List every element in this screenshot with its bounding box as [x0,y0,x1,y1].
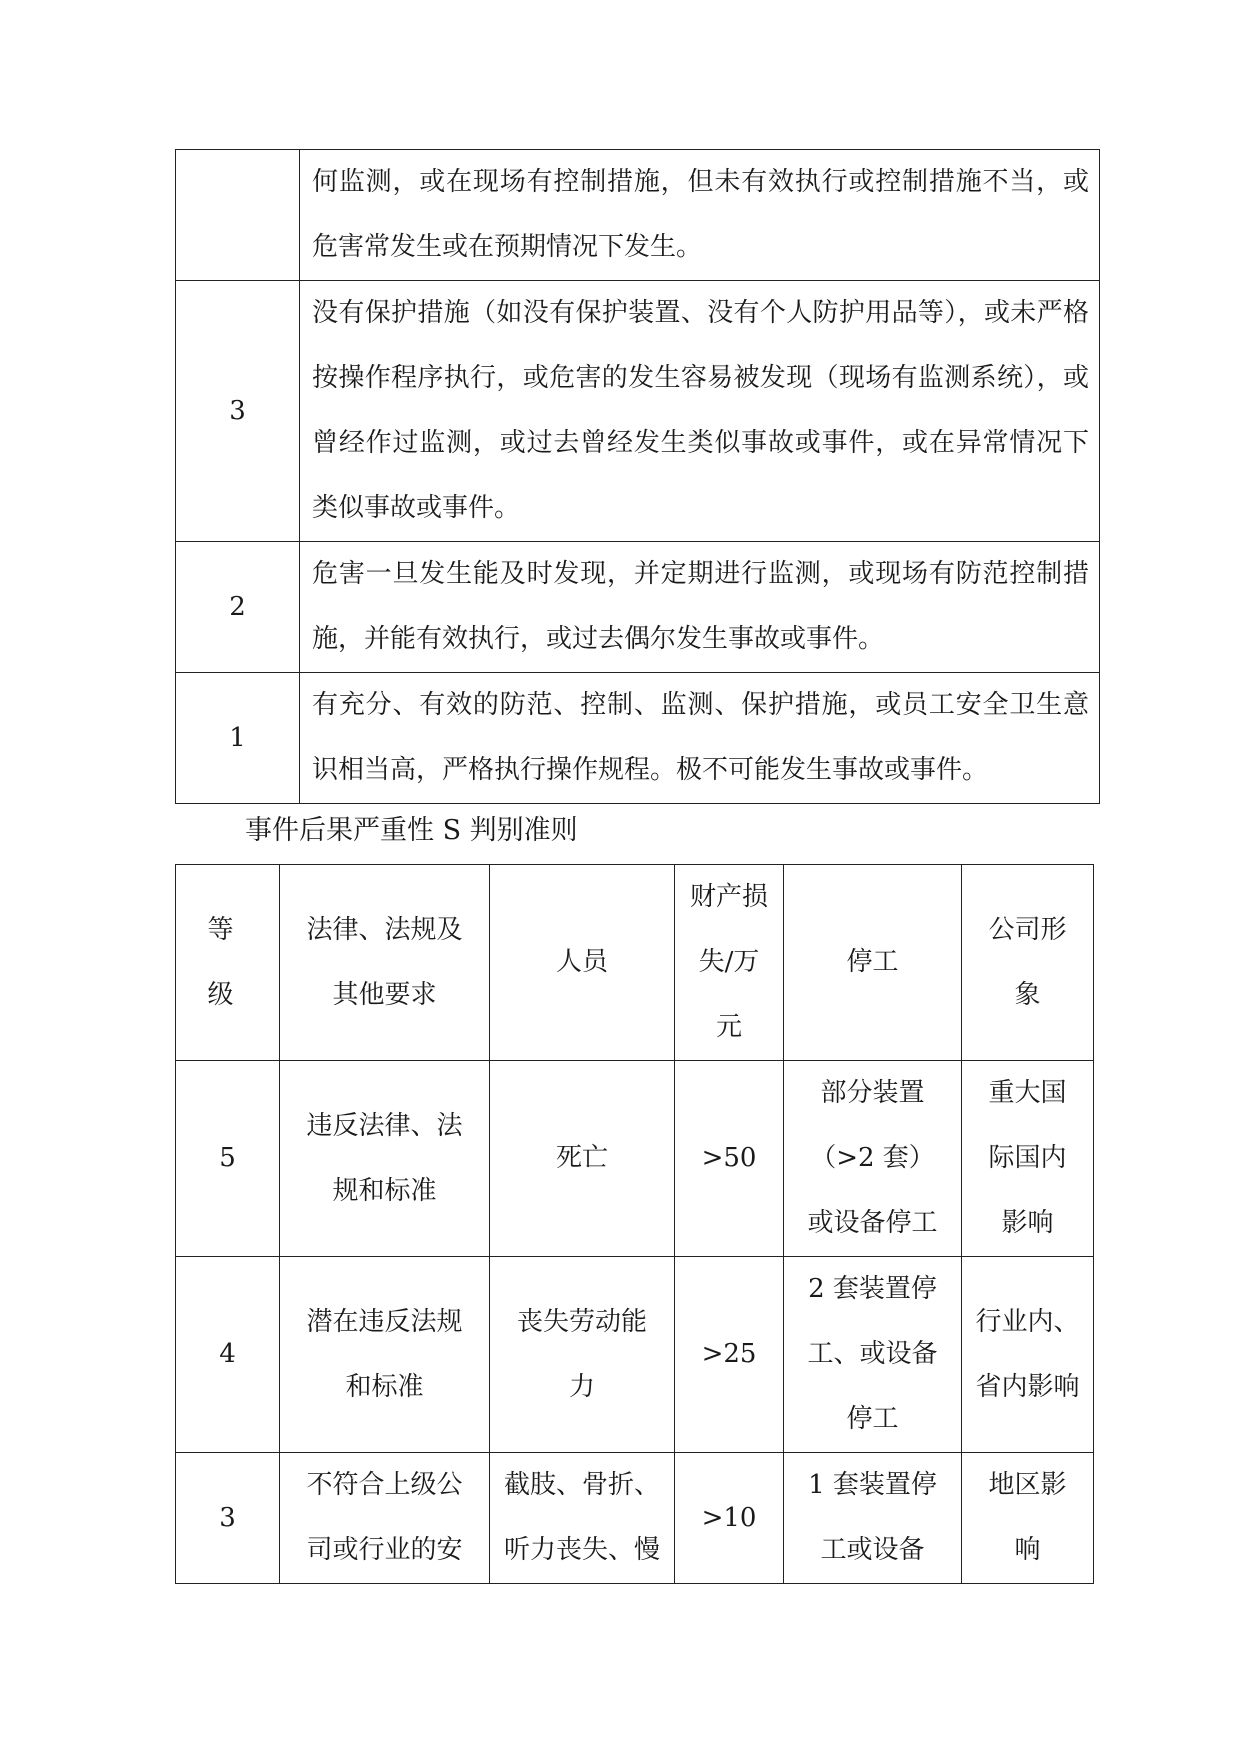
personnel-cell: 截肢、骨折、听力丧失、慢 [490,1453,675,1584]
table-row [176,281,1100,542]
description-cell: 何监测，或在现场有控制措施，但未有效执行或控制措施不当，或危害常发生或在预期情况下发生。 [300,150,1100,281]
law-cell: 不符合上级公司或行业的安 [280,1453,490,1584]
table-row [176,542,1100,673]
table-row [176,673,1100,804]
header-property: 财产损失/万元 [675,865,784,1061]
description-cell: 危害一旦发生能及时发现，并定期进行监测，或现场有防范控制措施，并能有效执行，或过去偶尔发生事故或事件。 [300,542,1100,673]
grade-cell: 4 [176,1257,280,1453]
shutdown-cell: 1 套装置停工或设备 [784,1453,962,1584]
table-row [176,150,1100,281]
likelihood-criteria-table [175,149,1100,804]
shutdown-cell: 2 套装置停工、或设备停工 [784,1257,962,1453]
table-row [176,1061,1094,1257]
property-cell: >50 [675,1061,784,1257]
level-cell: 3 [176,281,300,542]
law-cell: 违反法律、法规和标准 [280,1061,490,1257]
level-cell: 1 [176,673,300,804]
severity-criteria-table [175,864,1094,1584]
level-cell [176,150,300,281]
header-law: 法律、法规及其他要求 [280,865,490,1061]
grade-cell: 5 [176,1061,280,1257]
table-row [176,1453,1094,1584]
header-personnel: 人员 [490,865,675,1061]
header-grade: 等 级 [176,865,280,1061]
level-cell: 2 [176,542,300,673]
grade-cell: 3 [176,1453,280,1584]
law-cell: 潜在违反法规和标准 [280,1257,490,1453]
header-image: 公司形象 [962,865,1094,1061]
image-cell: 地区影响 [962,1453,1094,1584]
description-cell: 没有保护措施（如没有保护装置、没有个人防护用品等），或未严格按操作程序执行，或危害的发生容易被发现（现场有监测系统），或曾经作过监测，或过去曾经发生类似事故或事件，或在异常情况下类似事故或事件。 [300,281,1100,542]
personnel-cell: 死亡 [490,1061,675,1257]
section-caption: 事件后果严重性 S 判别准则 [245,815,578,846]
table-row [176,1257,1094,1453]
header-shutdown: 停工 [784,865,962,1061]
shutdown-cell: 部分装置（>2 套）或设备停工 [784,1061,962,1257]
image-cell: 重大国际国内影响 [962,1061,1094,1257]
property-cell: >25 [675,1257,784,1453]
description-cell: 有充分、有效的防范、控制、监测、保护措施，或员工安全卫生意识相当高，严格执行操作规程。极不可能发生事故或事件。 [300,673,1100,804]
personnel-cell: 丧失劳动能力 [490,1257,675,1453]
property-cell: >10 [675,1453,784,1584]
table-header-row [176,865,1094,1061]
image-cell: 行业内、省内影响 [962,1257,1094,1453]
